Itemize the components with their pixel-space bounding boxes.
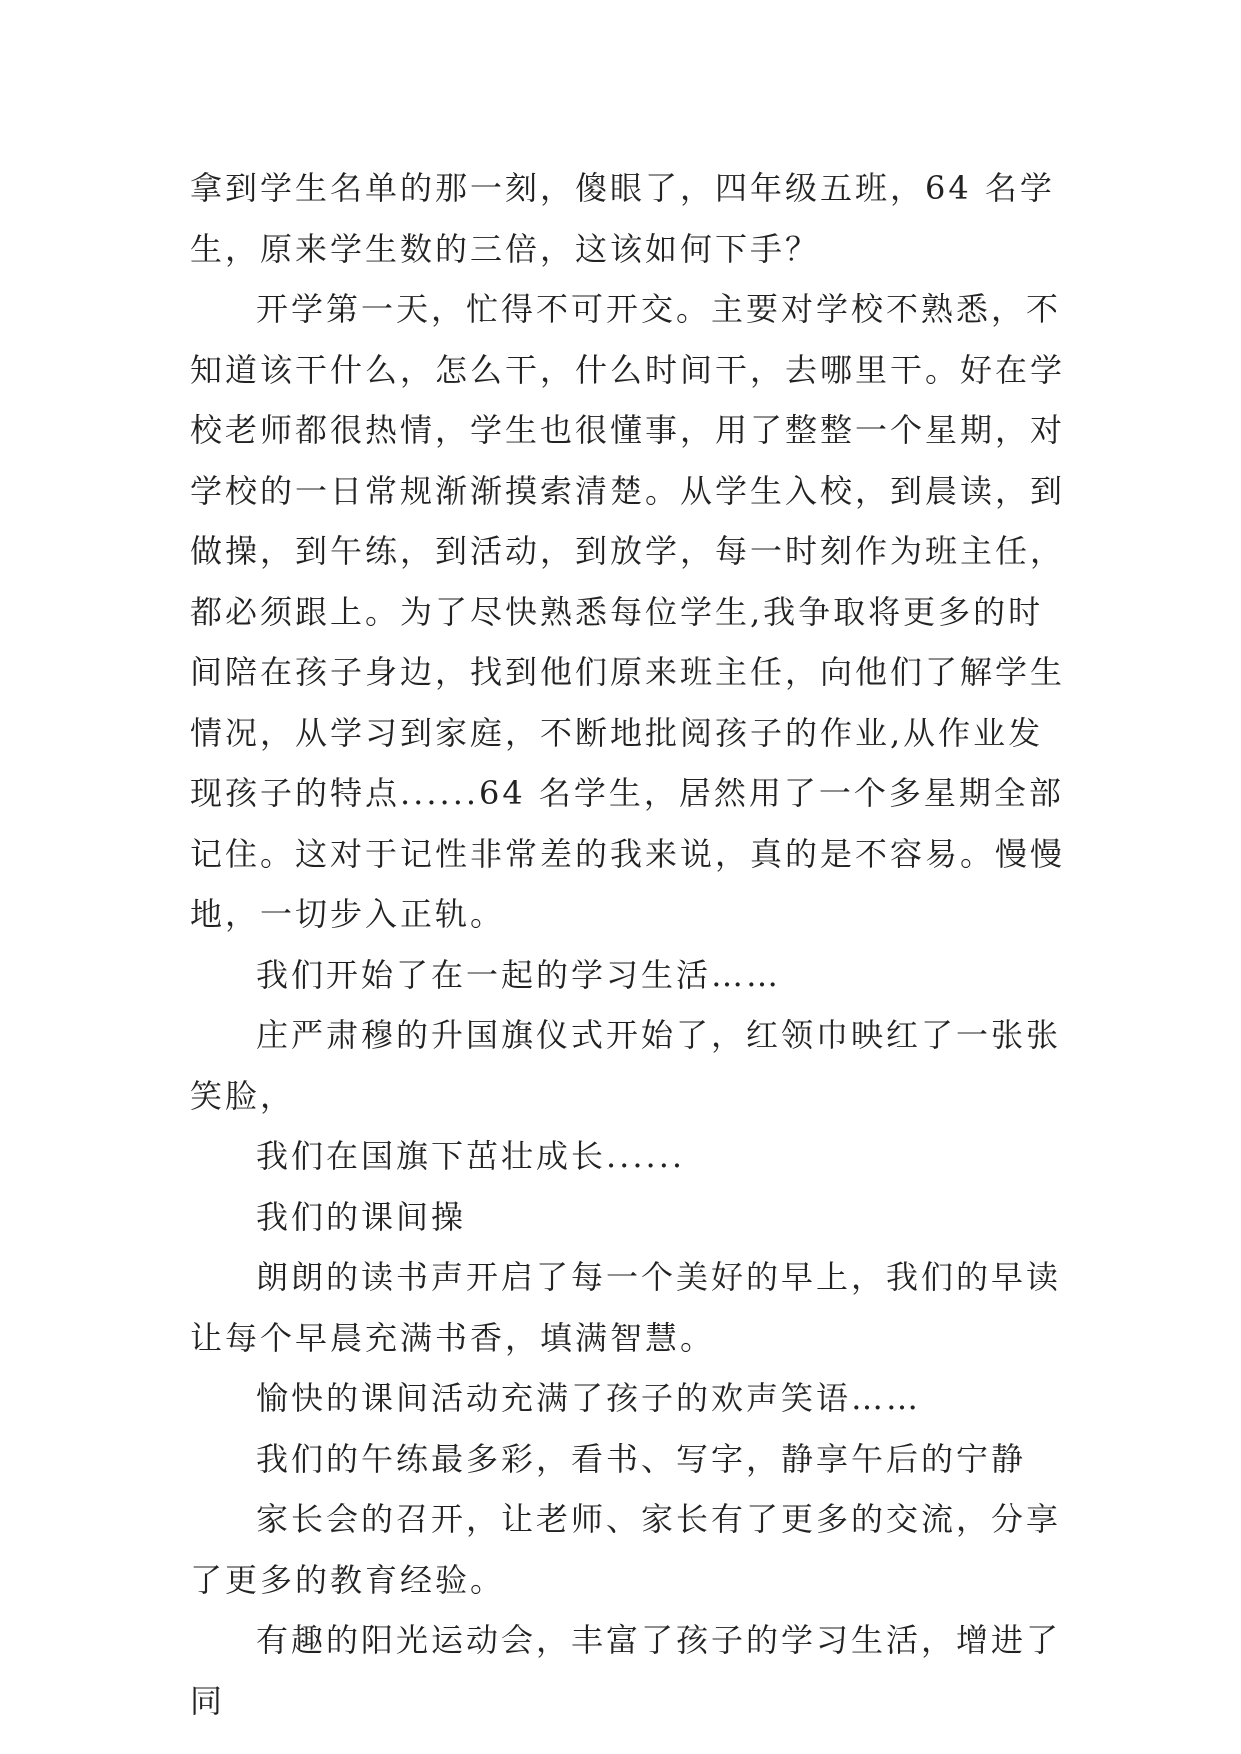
- paragraph: 家长会的召开，让老师、家长有了更多的交流，分享了更多的教育经验。: [190, 1500, 1062, 1599]
- paragraph: 愉快的课间活动充满了孩子的欢声笑语……: [256, 1379, 922, 1417]
- paragraph: 有趣的阳光运动会，丰富了孩子的学习生活，增进了同: [190, 1621, 1062, 1720]
- paragraph: 拿到学生名单的那一刻，傻眼了，四年级五班，64 名学生，原来学生数的三倍，这该如何下手？: [190, 169, 1055, 268]
- paragraph: 开学第一天，忙得不可开交。主要对学校不熟悉，不知道该干什么，怎么干，什么时间干，去哪里干。好在学校老师都很热情，学生也很懂事，用了整整一个星期，对学校的一日常规渐渐摸索清楚。从学生入校，到晨读，到做操，到午练，到活动，到放学，每一时刻作为班主任，都必须跟上。为了尽快熟悉每位学生,我争取将更多的时间陪在孩子身边，找到他们原来班主任，向他们了解学生情况，从学习到家庭，不断地批阅孩子的作业,从作业发现孩子的特点......64 名学生，居然用了一个多星期全部记住。这对于记性非常差的我来说，真的是不容易。慢慢地，一切步入正轨。: [190, 290, 1066, 933]
- paragraph: 我们的课间操: [256, 1197, 467, 1236]
- document-body: [190, 158, 1070, 1731]
- paragraph: 庄严肃穆的升国旗仪式开始了，红领巾映红了一张张笑脸，: [190, 1016, 1062, 1115]
- paragraph: 朗朗的读书声开启了每一个美好的早上，我们的早读让每个早晨充满书香，填满智慧。: [190, 1258, 1062, 1357]
- paragraph: 我们开始了在一起的学习生活……: [256, 955, 782, 994]
- paragraph: 我们的午练最多彩，看书、写字，静享午后的宁静: [256, 1439, 1027, 1478]
- paragraph: 我们在国旗下茁壮成长......: [256, 1137, 686, 1175]
